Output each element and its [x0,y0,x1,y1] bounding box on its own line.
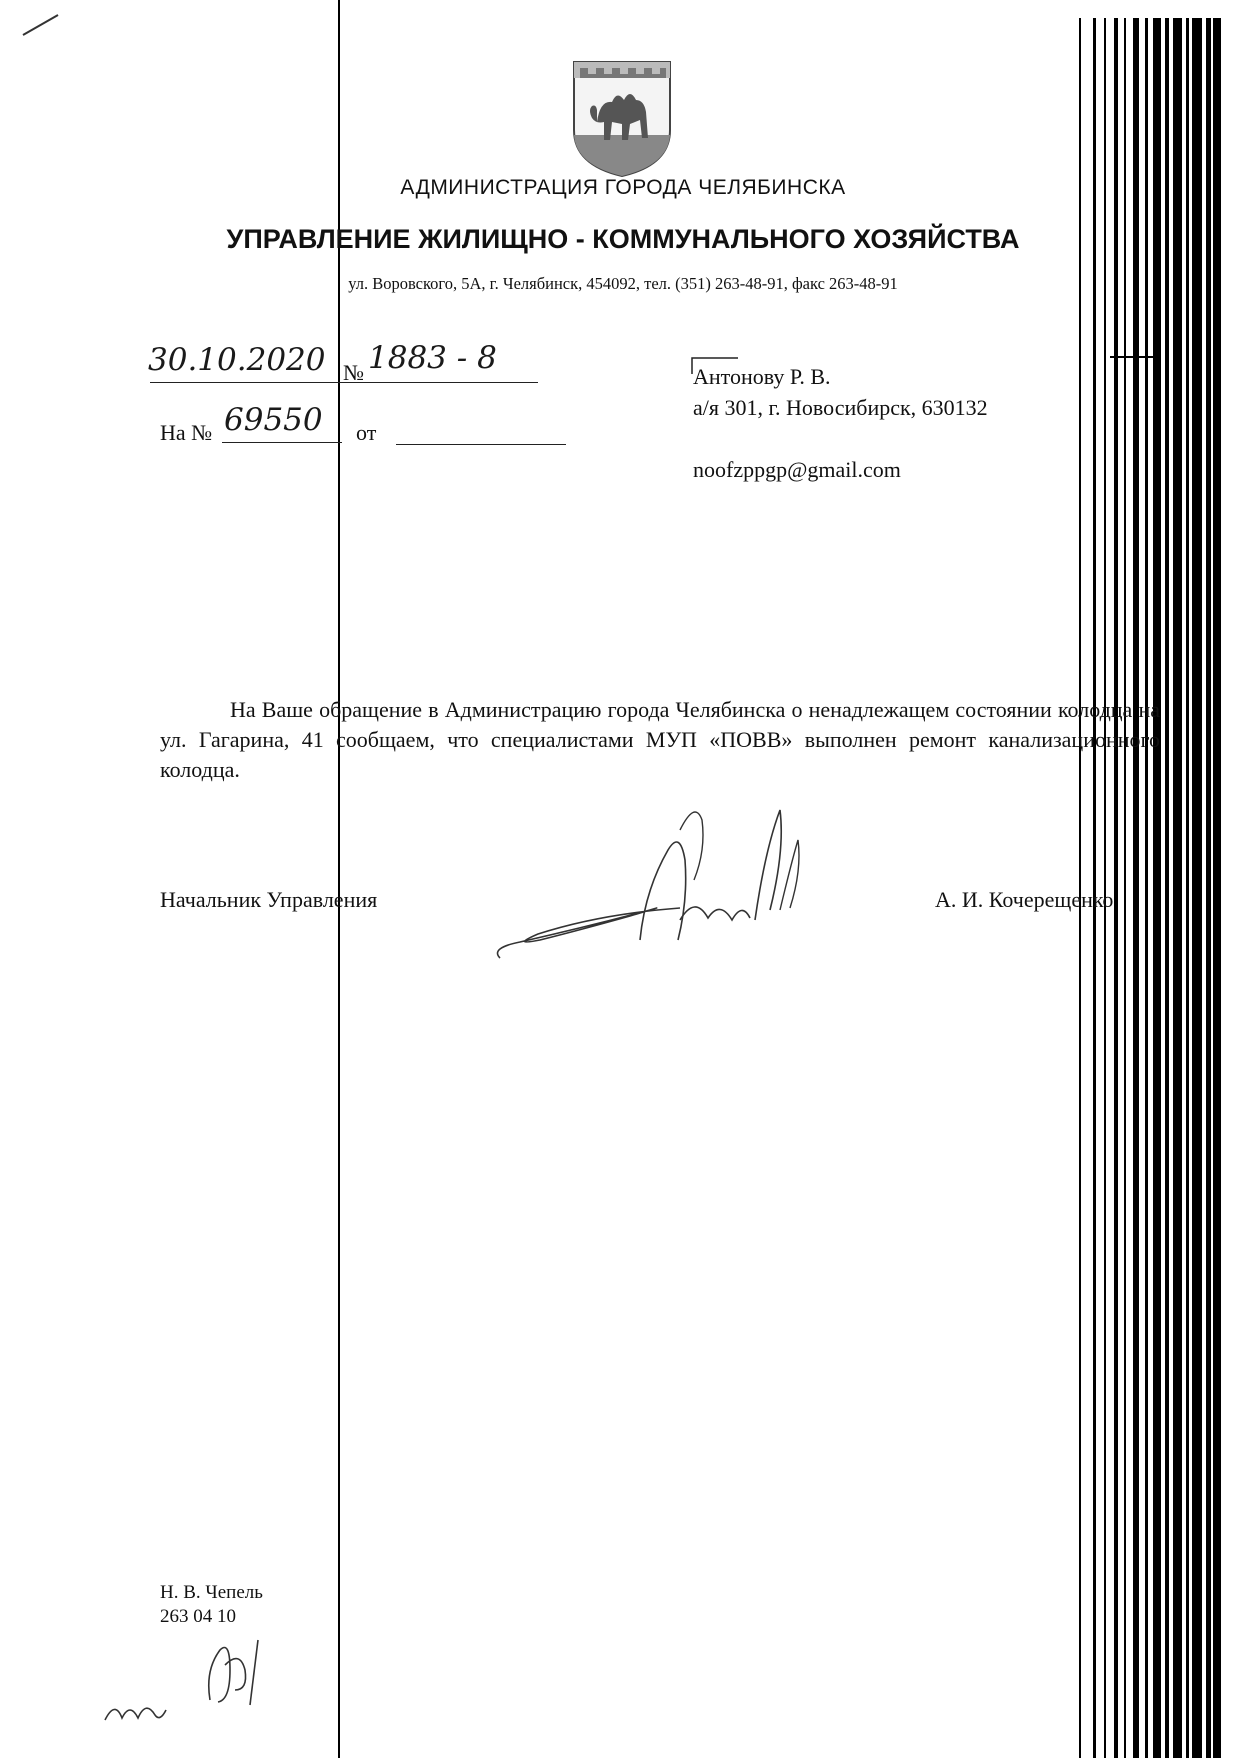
handwritten-signature [480,790,820,980]
registration-date: 30.10.2020 [148,342,326,378]
pen-mark [20,10,60,40]
recipient-email: noofzppgp@gmail.com [693,457,901,482]
number-prefix: № [343,360,364,385]
reply-label: На № [160,420,213,445]
administration-title: АДМИНИСТРАЦИЯ ГОРОДА ЧЕЛЯБИНСКА [400,176,846,199]
signatory-name: А. И. Кочерещенко [935,887,1114,912]
body-paragraph: На Ваше обращение в Администрацию города Челябинска о ненадлежащем состоянии колодца на ул. Гагарина, 41 сообщаем, что специалистами МУП «ПОВВ» выполнен ремонт канализационного колодца. [160,697,1160,782]
executor-phone: 263 04 10 [160,1606,236,1627]
recipient-postal: а/я 301, г. Новосибирск, 630132 [693,395,988,420]
department-address: ул. Воровского, 5А, г. Челябинск, 454092, тел. (351) 263-48-91, факс 263-48-91 [348,274,898,293]
signatory-position: Начальник Управления [160,887,378,912]
executor-name: Н. В. Чепель [160,1582,263,1603]
coat-of-arms-icon [572,60,672,178]
handwritten-mark [100,1690,170,1730]
from-label: от [356,420,377,445]
registration-number: 1883 - 8 [368,340,497,376]
scan-artifact-line [338,0,340,1758]
reply-number-line [222,442,342,443]
recipient-name: Антонову Р. В. [693,364,831,389]
letter-body [160,695,1160,785]
handwritten-initials [200,1630,270,1710]
from-date-line [396,444,566,445]
department-title: УПРАВЛЕНИЕ ЖИЛИЩНО - КОММУНАЛЬНОГО ХОЗЯЙСТВА [226,224,1020,254]
reply-number: 69550 [224,402,323,438]
registration-line [150,382,538,383]
scan-artifact-line [1110,356,1154,358]
